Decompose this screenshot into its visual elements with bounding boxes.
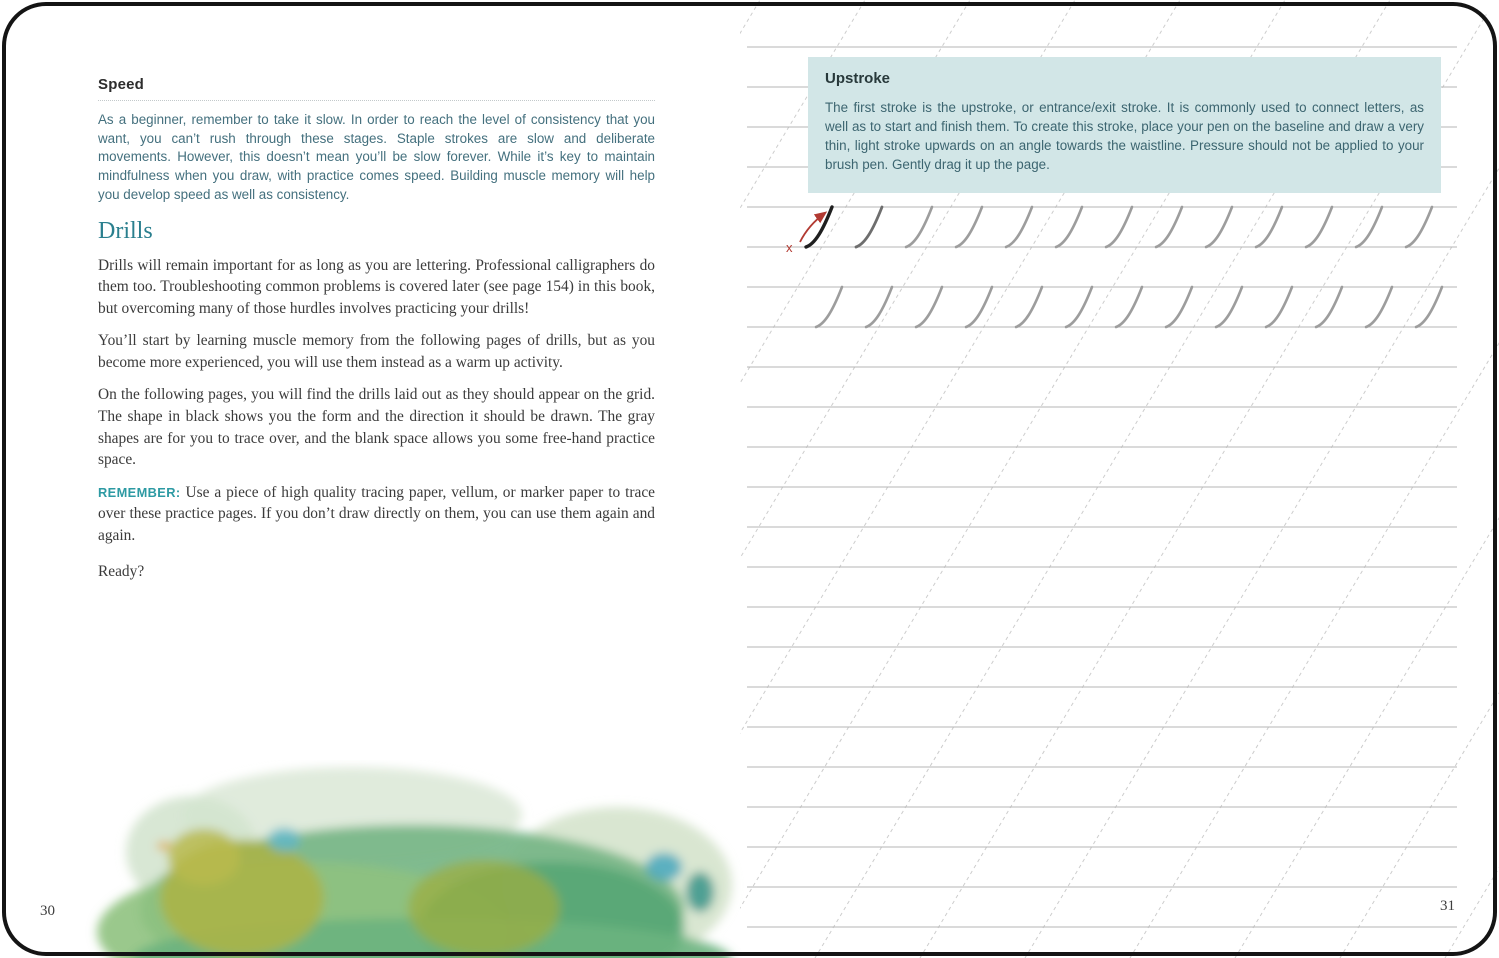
- info-box-heading: Upstroke: [825, 70, 891, 87]
- speed-body: As a beginner, remember to take it slow. In order to reach the level of consistency that you want, you can’t rush through these stages. Staple strokes are slow and deliberate movements. However, this doesn’t mean you’ll be slow forever. While it’s key to maintain mindfulness when you draw, with practice comes speed. Building muscle memory will help you develop speed as well as consistency.: [98, 112, 655, 202]
- trace-upstroke: [1356, 207, 1382, 247]
- trace-upstroke: [1156, 207, 1182, 247]
- speed-heading: Speed: [98, 76, 145, 93]
- start-marker: x: [786, 240, 793, 255]
- slant-guide-line: [1445, 0, 1499, 958]
- remember-paragraph: [98, 482, 655, 547]
- drills-heading: Drills: [98, 217, 153, 244]
- trace-upstroke: [1056, 207, 1082, 247]
- trace-upstroke: [1206, 207, 1232, 247]
- trace-upstroke: [1406, 207, 1432, 247]
- ready-text: Ready?: [98, 562, 145, 580]
- trace-upstroke: [816, 287, 842, 327]
- drills-paragraph-3: On the following pages, you will find the drills laid out as they should appear on the grid. The shape in black shows you the form and the direction it should be drawn. The gray shapes are for you to trace over, and the blank space allows you some free-hand practice space.: [98, 386, 655, 469]
- info-box-body: The first stroke is the upstroke, or entrance/exit stroke. It is commonly used to connect letters, as well as to start and finish them. To create this stroke, place your pen on the baseline and draw a very thin, light stroke upwards on an angle towards the waistline. Pressure should not be applied to your brush pen. Gently drag it up the page.: [825, 100, 1424, 172]
- trace-upstroke: [1166, 287, 1192, 327]
- trace-upstroke: [1306, 207, 1332, 247]
- trace-upstroke: [1106, 207, 1132, 247]
- trace-upstroke: [1066, 287, 1092, 327]
- trace-upstroke: [1006, 207, 1032, 247]
- speed-divider: [98, 100, 655, 101]
- trace-upstroke: [1016, 287, 1042, 327]
- remember-label: REMEMBER:: [98, 484, 181, 500]
- trace-upstroke: [956, 207, 982, 247]
- page-number-right: 31: [1440, 898, 1455, 914]
- left-page: [0, 0, 740, 958]
- trace-upstroke: [906, 207, 932, 247]
- trace-upstroke: [1256, 207, 1282, 247]
- watercolor-illustration: [52, 760, 747, 958]
- trace-upstroke: [866, 287, 892, 327]
- trace-upstroke: [1416, 287, 1442, 327]
- trace-upstroke: [1216, 287, 1242, 327]
- left-text-column: [98, 76, 655, 593]
- remember-body: Use a piece of high quality tracing paper, vellum, or marker paper to trace over these practice pages. If you don’t draw directly on them, you can use them again and again.: [98, 483, 655, 545]
- trace-upstroke: [1316, 287, 1342, 327]
- page-number-left: 30: [40, 903, 55, 919]
- drills-paragraph-1: Drills will remain important for as long as you are lettering. Professional calligraphers do them too. Troubleshooting common problems is covered later (see page 154) in this book, but overcoming many of those hurdles involves practicing your drills!: [98, 256, 655, 317]
- trace-upstroke: [916, 287, 942, 327]
- info-box: [808, 57, 1441, 193]
- drills-paragraph-2: You’ll start by learning muscle memory from the following pages of drills, but as you become more experienced, you will use them instead as a warm up activity.: [98, 332, 655, 371]
- trace-upstroke: [856, 207, 882, 247]
- trace-upstroke: [1116, 287, 1142, 327]
- trace-upstroke: [966, 287, 992, 327]
- trace-upstroke: [1266, 287, 1292, 327]
- practice-strokes: [806, 207, 1442, 327]
- trace-upstroke: [1366, 287, 1392, 327]
